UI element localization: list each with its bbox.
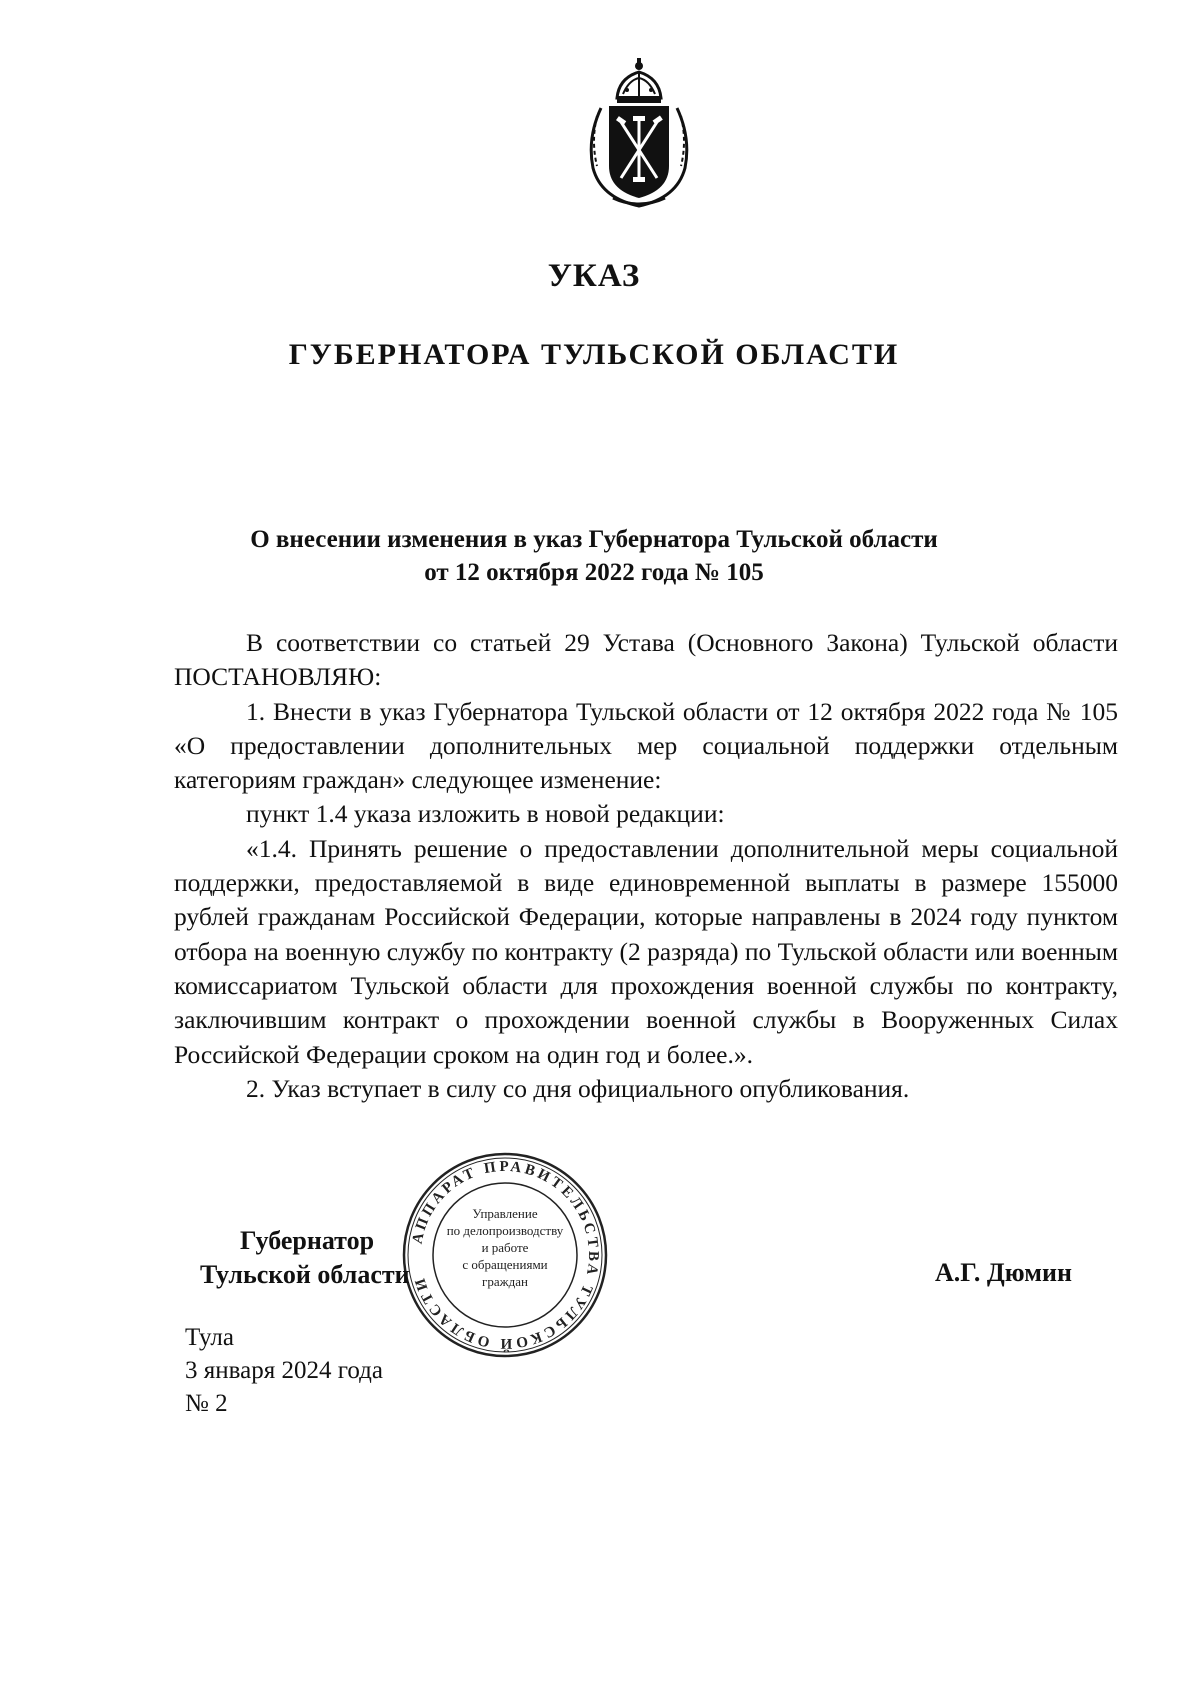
place-city: Тула: [185, 1324, 234, 1351]
signatory-name: А.Г. Дюмин: [935, 1258, 1072, 1287]
stamp-inner-line: и работе: [481, 1240, 529, 1255]
document-title: УКАЗ: [547, 258, 641, 294]
place-date: 3 января 2024 года: [185, 1357, 383, 1384]
document-number: № 2: [185, 1390, 228, 1417]
subject-line-1: О внесении изменения в указ Губернатора Тульской области: [250, 526, 938, 553]
paragraph-preamble: В соответствии со статьей 29 Устава (Основного Закона) Тульской области ПОСТАНОВЛЯЮ:: [174, 628, 1118, 692]
paragraph-item-2: 2. Указ вступает в силу со дня официального опубликования.: [246, 1073, 910, 1103]
stamp-inner-line: граждан: [482, 1274, 528, 1289]
signatory-position-line-1: Губернатор: [240, 1226, 375, 1255]
coat-of-arms-emblem: [583, 58, 695, 210]
document-body: [174, 626, 1118, 1106]
stamp-inner-line: Управление: [472, 1206, 538, 1221]
stamp-inner-text: [428, 1205, 582, 1290]
signatory-position-line-2: Тульской области: [200, 1260, 410, 1289]
document-issuer: ГУБЕРНАТОРА ТУЛЬСКОЙ ОБЛАСТИ: [288, 338, 900, 371]
stamp-inner-line: по делопроизводству: [446, 1223, 564, 1238]
subject-line-2: от 12 октября 2022 года № 105: [424, 559, 764, 586]
paragraph-item-1: 1. Внести в указ Губернатора Тульской области от 12 октября 2022 года № 105 «О предоставлении дополнительных мер социальной поддержки отдельным категориям граждан» следующее изменение:: [174, 696, 1118, 795]
stamp-ring-text: АППАРАТ ПРАВИТЕЛЬСТВА ТУЛЬСКОЙ ОБЛАСТИ: [409, 1158, 602, 1352]
stamp-inner-line: с обращениями: [462, 1257, 548, 1272]
paragraph-new-wording: «1.4. Принять решение о предоставлении дополнительной меры социальной поддержки, предоставляемой в виде единовременной выплаты в размере 155000 рублей гражданам Российской Федерации, которые направлены в 2024 году пунктом отбора на военную службу по контракту (2 разряда) по Тульской области или военным комиссариатом Тульской области для прохождения военной службы по контракту, заключившим контракт о прохождении военной службы в Вооруженных Силах Российской Федерации сроком на один год и более.».: [174, 833, 1118, 1069]
paragraph-item-1-intro: пункт 1.4 указа изложить в новой редакции:: [246, 799, 725, 829]
